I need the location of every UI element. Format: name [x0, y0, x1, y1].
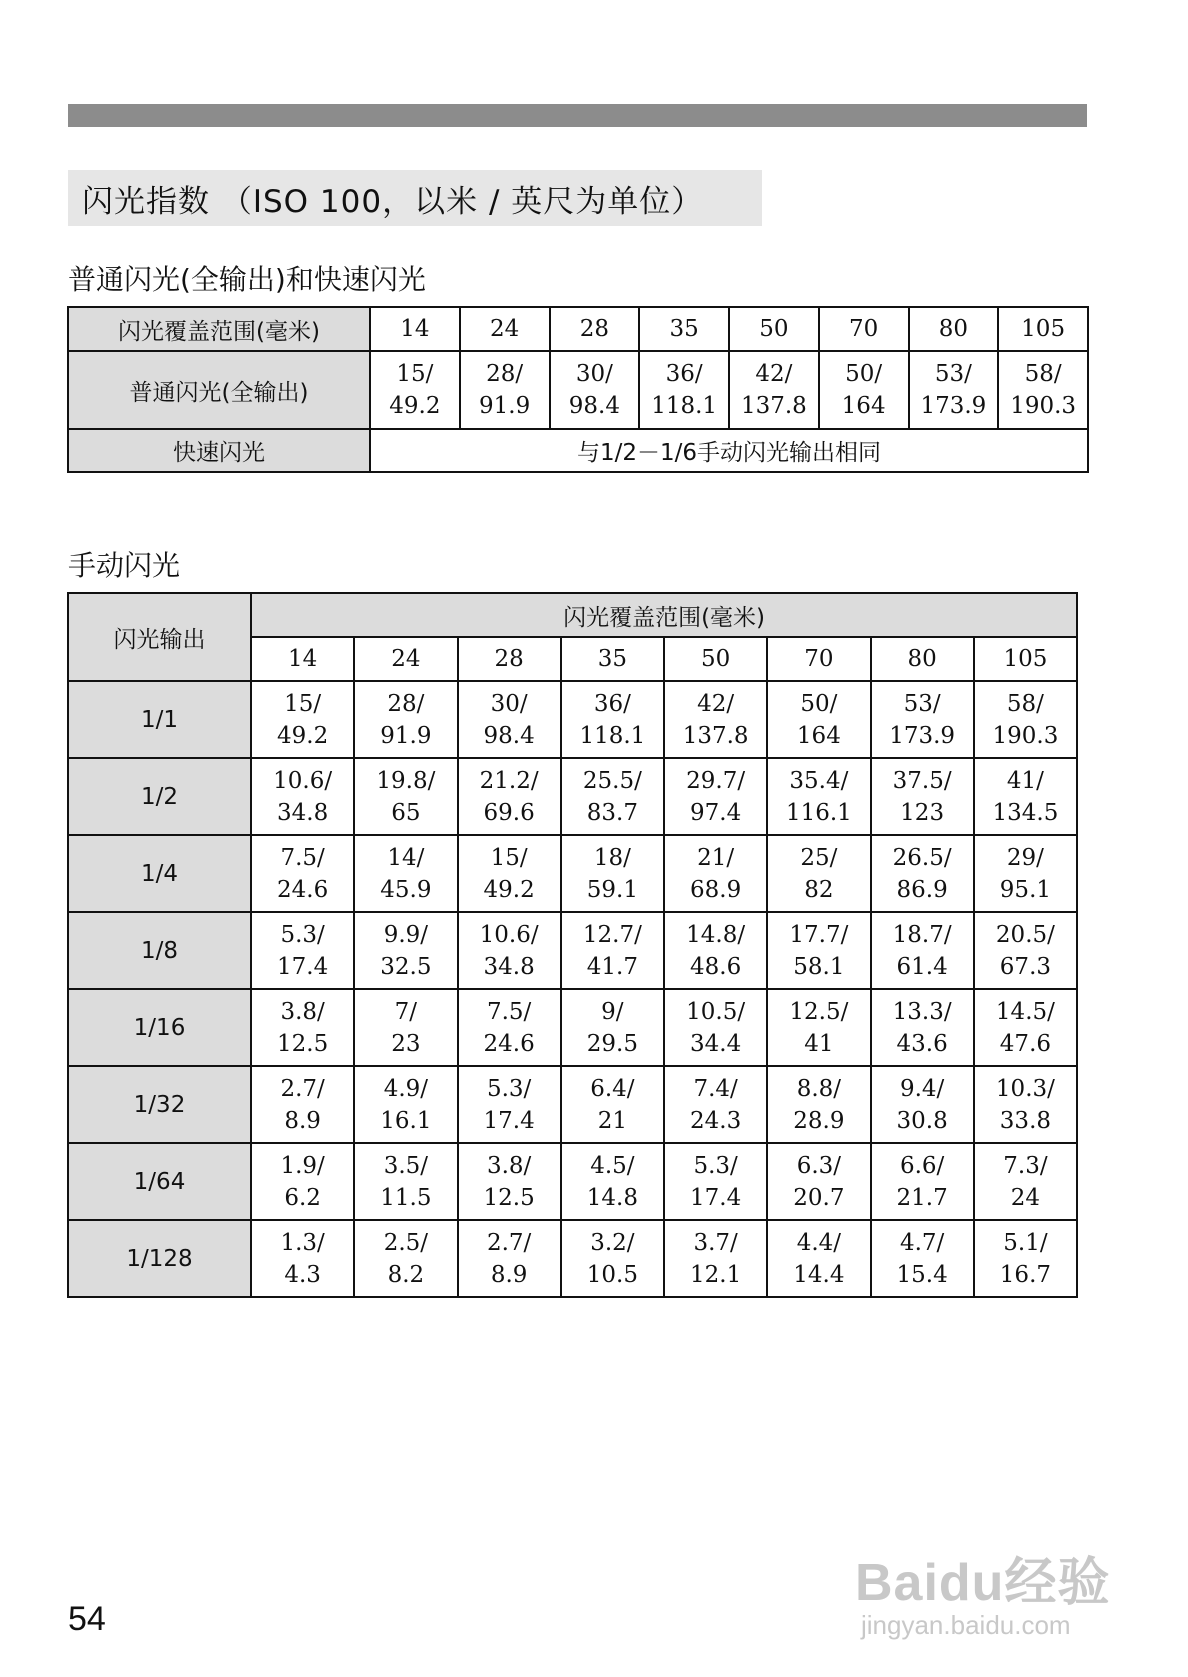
coverage-cell: 105 [974, 637, 1077, 681]
table-row [68, 681, 1077, 758]
table-row [68, 1143, 1077, 1220]
guide-number-cell: 14/ 45.9 [354, 835, 457, 912]
guide-number-cell: 3.8/ 12.5 [251, 989, 354, 1066]
guide-number-cell: 18/ 59.1 [561, 835, 664, 912]
guide-number-cell: 10.3/ 33.8 [974, 1066, 1077, 1143]
guide-number-cell: 13.3/ 43.6 [871, 989, 974, 1066]
coverage-cell: 80 [871, 637, 974, 681]
flash-output-cell: 1/32 [68, 1066, 251, 1143]
guide-number-cell: 14.5/ 47.6 [974, 989, 1077, 1066]
flash-output-cell: 1/4 [68, 835, 251, 912]
guide-number-cell: 25.5/ 83.7 [561, 758, 664, 835]
coverage-cell: 28 [458, 637, 561, 681]
coverage-cell: 24 [460, 307, 550, 351]
guide-number-cell: 15/ 49.2 [370, 351, 460, 429]
table-row [68, 1220, 1077, 1297]
guide-number-cell: 1.9/ 6.2 [251, 1143, 354, 1220]
guide-number-cell: 21.2/ 69.6 [458, 758, 561, 835]
guide-number-cell: 29/ 95.1 [974, 835, 1077, 912]
coverage-cell: 80 [909, 307, 999, 351]
row-label-quick-flash: 快速闪光 [68, 429, 370, 472]
coverage-cell: 105 [998, 307, 1088, 351]
flash-output-cell: 1/16 [68, 989, 251, 1066]
table-normal-quick-flash [67, 306, 1089, 473]
table-row [68, 758, 1077, 835]
page-title: 闪光指数 （ISO 100，以米 / 英尺为单位） [68, 170, 762, 226]
guide-number-cell: 35.4/ 116.1 [767, 758, 870, 835]
section-heading-normal-quick: 普通闪光(全输出)和快速闪光 [68, 263, 426, 296]
coverage-cell: 35 [561, 637, 664, 681]
guide-number-cell: 58/ 190.3 [998, 351, 1088, 429]
guide-number-cell: 7.3/ 24 [974, 1143, 1077, 1220]
guide-number-cell: 25/ 82 [767, 835, 870, 912]
coverage-cell: 50 [664, 637, 767, 681]
guide-number-cell: 1.3/ 4.3 [251, 1220, 354, 1297]
coverage-cell: 14 [370, 307, 460, 351]
guide-number-cell: 30/ 98.4 [458, 681, 561, 758]
table-header-row [68, 593, 1077, 637]
guide-number-cell: 6.6/ 21.7 [871, 1143, 974, 1220]
guide-number-cell: 41/ 134.5 [974, 758, 1077, 835]
table-row [68, 429, 1088, 472]
row-label-normal-flash: 普通闪光(全输出) [68, 351, 370, 429]
guide-number-cell: 50/ 164 [819, 351, 909, 429]
coverage-cell: 24 [354, 637, 457, 681]
guide-number-cell: 37.5/ 123 [871, 758, 974, 835]
guide-number-cell: 42/ 137.8 [664, 681, 767, 758]
guide-number-cell: 15/ 49.2 [251, 681, 354, 758]
guide-number-cell: 4.7/ 15.4 [871, 1220, 974, 1297]
guide-number-cell: 36/ 118.1 [561, 681, 664, 758]
guide-number-cell: 2.7/ 8.9 [458, 1220, 561, 1297]
table-row [68, 989, 1077, 1066]
coverage-cell: 70 [819, 307, 909, 351]
guide-number-cell: 17.7/ 58.1 [767, 912, 870, 989]
guide-number-cell: 29.7/ 97.4 [664, 758, 767, 835]
guide-number-cell: 7/ 23 [354, 989, 457, 1066]
guide-number-cell: 19.8/ 65 [354, 758, 457, 835]
quick-flash-note: 与1/2－1/6手动闪光输出相同 [370, 429, 1088, 472]
flash-output-cell: 1/64 [68, 1143, 251, 1220]
section-heading-manual: 手动闪光 [68, 549, 181, 582]
watermark [855, 1540, 1135, 1660]
guide-number-cell: 5.1/ 16.7 [974, 1220, 1077, 1297]
guide-number-cell: 20.5/ 67.3 [974, 912, 1077, 989]
guide-number-cell: 6.3/ 20.7 [767, 1143, 870, 1220]
guide-number-cell: 4.9/ 16.1 [354, 1066, 457, 1143]
guide-number-cell: 30/ 98.4 [550, 351, 640, 429]
guide-number-cell: 12.7/ 41.7 [561, 912, 664, 989]
guide-number-cell: 8.8/ 28.9 [767, 1066, 870, 1143]
coverage-cell: 70 [767, 637, 870, 681]
guide-number-cell: 10.5/ 34.4 [664, 989, 767, 1066]
table-row [68, 912, 1077, 989]
guide-number-cell: 10.6/ 34.8 [251, 758, 354, 835]
guide-number-cell: 36/ 118.1 [639, 351, 729, 429]
guide-number-cell: 14.8/ 48.6 [664, 912, 767, 989]
guide-number-cell: 9.9/ 32.5 [354, 912, 457, 989]
flash-output-cell: 1/128 [68, 1220, 251, 1297]
guide-number-cell: 3.7/ 12.1 [664, 1220, 767, 1297]
guide-number-cell: 58/ 190.3 [974, 681, 1077, 758]
guide-number-cell: 6.4/ 21 [561, 1066, 664, 1143]
guide-number-cell: 26.5/ 86.9 [871, 835, 974, 912]
flash-output-cell: 1/2 [68, 758, 251, 835]
flash-output-cell: 1/8 [68, 912, 251, 989]
guide-number-cell: 7.5/ 24.6 [251, 835, 354, 912]
table-manual-flash [67, 592, 1078, 1298]
watermark-url: jingyan.baidu.com [861, 1610, 1071, 1640]
guide-number-cell: 3.2/ 10.5 [561, 1220, 664, 1297]
page-number: 54 [68, 1600, 106, 1638]
guide-number-cell: 53/ 173.9 [909, 351, 999, 429]
table-row [68, 1066, 1077, 1143]
guide-number-cell: 18.7/ 61.4 [871, 912, 974, 989]
watermark-logo: Baidu经验 [855, 1554, 1111, 1612]
guide-number-cell: 10.6/ 34.8 [458, 912, 561, 989]
guide-number-cell: 15/ 49.2 [458, 835, 561, 912]
guide-number-cell: 21/ 68.9 [664, 835, 767, 912]
guide-number-cell: 5.3/ 17.4 [458, 1066, 561, 1143]
coverage-cell: 14 [251, 637, 354, 681]
guide-number-cell: 28/ 91.9 [354, 681, 457, 758]
guide-number-cell: 12.5/ 41 [767, 989, 870, 1066]
guide-number-cell: 7.4/ 24.3 [664, 1066, 767, 1143]
guide-number-cell: 53/ 173.9 [871, 681, 974, 758]
coverage-cell: 28 [550, 307, 640, 351]
table-row [68, 351, 1088, 429]
guide-number-cell: 5.3/ 17.4 [664, 1143, 767, 1220]
header-coverage: 闪光覆盖范围(毫米) [251, 593, 1077, 637]
coverage-cell: 50 [729, 307, 819, 351]
guide-number-cell: 42/ 137.8 [729, 351, 819, 429]
guide-number-cell: 50/ 164 [767, 681, 870, 758]
coverage-cell: 35 [639, 307, 729, 351]
guide-number-cell: 7.5/ 24.6 [458, 989, 561, 1066]
table-row [68, 307, 1088, 351]
top-rule-bar [68, 104, 1087, 127]
guide-number-cell: 4.4/ 14.4 [767, 1220, 870, 1297]
guide-number-cell: 5.3/ 17.4 [251, 912, 354, 989]
guide-number-cell: 3.8/ 12.5 [458, 1143, 561, 1220]
guide-number-cell: 2.5/ 8.2 [354, 1220, 457, 1297]
flash-output-cell: 1/1 [68, 681, 251, 758]
guide-number-cell: 4.5/ 14.8 [561, 1143, 664, 1220]
guide-number-cell: 28/ 91.9 [460, 351, 550, 429]
header-flash-output: 闪光输出 [68, 593, 251, 681]
guide-number-cell: 9.4/ 30.8 [871, 1066, 974, 1143]
guide-number-cell: 2.7/ 8.9 [251, 1066, 354, 1143]
guide-number-cell: 9/ 29.5 [561, 989, 664, 1066]
row-label-coverage: 闪光覆盖范围(毫米) [68, 307, 370, 351]
table-row [68, 835, 1077, 912]
guide-number-cell: 3.5/ 11.5 [354, 1143, 457, 1220]
